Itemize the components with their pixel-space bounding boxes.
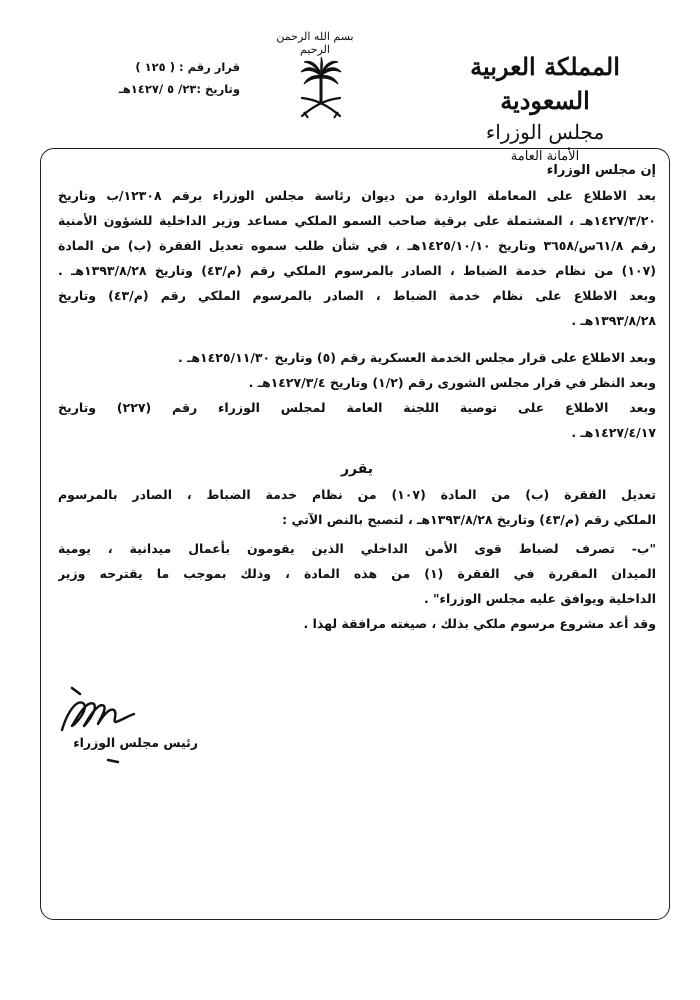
body-line: وبعد الاطلاع على توصية اللجنة العامة لمجلس الوزراء رقم (٢٢٧) وتاريخ [58,400,656,415]
body-line: وقد أعد مشروع مرسوم ملكي بذلك ، صيغته مرافقة لهذا . [303,616,656,631]
body-line: الميدان المقررة في الفقرة (١) من هذه المادة ، وذلك بموجب ما يقترحه وزير [58,566,656,581]
body-line: رقم ٦١/٨س/٣٦٥٨ وتاريخ ١٤٢٥/١٠/١٠هـ ، في شأن طلب سموه تعديل الفقرة (ب) من المادة [58,238,656,253]
body-line: الداخلية ويوافق عليه مجلس الوزراء" . [423,591,656,606]
body-line: (١٠٧) من نظام خدمة الضباط ، الصادر بالمرسوم الملكي رقم (م/٤٣) وتاريخ ١٣٩٣/٨/٢٨هـ . [58,263,656,278]
body-line: وبعد الاطلاع على قرار مجلس الخدمة العسكرية رقم (٥) وتاريخ ١٤٢٥/١١/٣٠هـ . [177,350,656,365]
decision-date: وتاريخ :٢٣/ ٥ /١٤٢٧هـ [118,82,240,96]
body-line: الملكي رقم (م/٤٣) وتاريخ ١٣٩٣/٨/٢٨هـ ، لتصبح بالنص الآتي : [282,512,656,527]
body-line: ١٣٩٣/٨/٢٨هـ . [571,313,656,328]
body-line: ١٤٢٧/٣/٢٠هـ ، المشتملة على برقية صاحب السمو الملكي مساعد وزير الداخلية للشؤون الأمنية [58,213,656,228]
kingdom-name: المملكة العربية السعودية [470,52,620,115]
body-line: وبعد النظر في قرار مجلس الشورى رقم (١/٢) وتاريخ ١٤٢٧/٣/٤هـ . [248,375,656,390]
signatory-title: رئيس مجلس الوزراء [73,735,198,750]
body-line: وبعد الاطلاع على نظام خدمة الضباط ، الصادر بالمرسوم الملكي رقم (م/٤٣) وتاريخ [58,288,656,303]
body-line: بعد الاطلاع على المعاملة الواردة من ديوان رئاسة مجلس الوزراء برقم ١٢٣٠٨/ب وتاريخ [58,188,656,203]
decision-reference [100,56,240,100]
opening-line: إن مجلس الوزراء [546,163,656,178]
secretariat-name: الأمانة العامة [510,149,580,164]
palm-and-swords-icon [296,56,346,122]
signature-icon [58,690,138,736]
decree-body [58,158,656,636]
body-line: "ب- تصرف لضباط قوى الأمن الداخلي الذين يقومون بأعمال ميدانية ، يومية [58,541,656,556]
decision-number: قرار رقم : ( ١٢٥ ) [135,60,240,74]
body-line: تعديل الفقرة (ب) من المادة (١٠٧) من نظام خدمة الضباط ، الصادر بالمرسوم [58,487,656,502]
basmala: بسم الله الرحمن الرحيم [276,30,354,56]
body-line: ١٤٢٧/٤/١٧هـ . [571,425,656,440]
decree-heading: يقرر [340,461,374,477]
council-name: مجلس الوزراء [485,120,605,144]
